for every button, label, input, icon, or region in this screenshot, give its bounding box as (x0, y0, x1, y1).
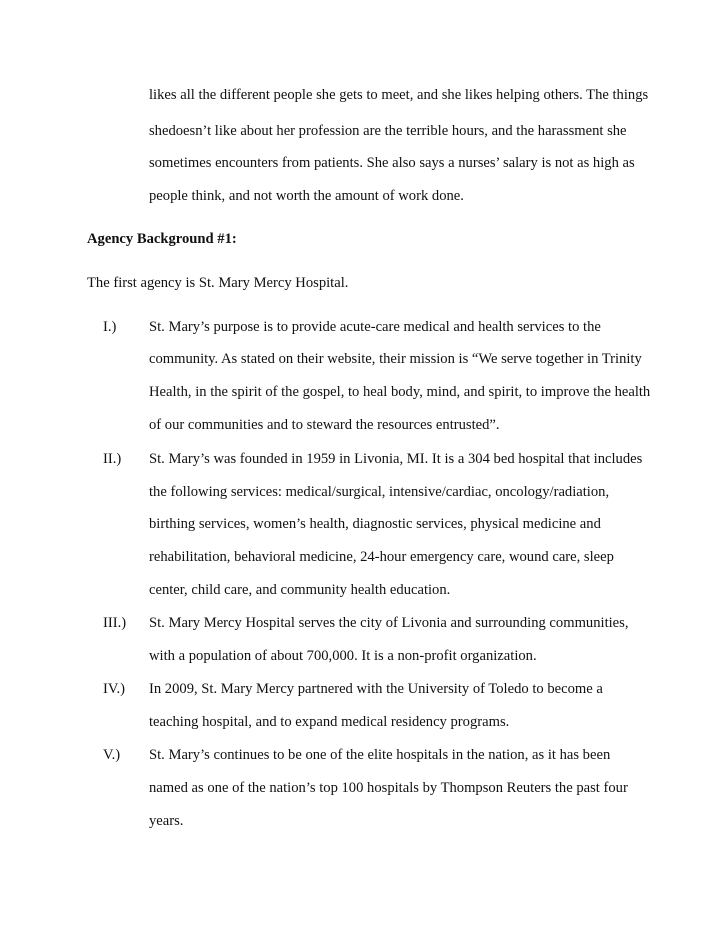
list-item-line: St. Mary’s purpose is to provide acute-care medical and health services to the (149, 319, 601, 335)
list-item-line: with a population of about 700,000. It is a non-profit organization. (149, 648, 537, 664)
list-item-line: In 2009, St. Mary Mercy partnered with the University of Toledo to become a (149, 681, 603, 697)
list-item-line: rehabilitation, behavioral medicine, 24-hour emergency care, wound care, sleep (149, 549, 614, 565)
section-heading: Agency Background #1: (87, 231, 237, 247)
list-item-line: named as one of the nation’s top 100 hospitals by Thompson Reuters the past four (149, 780, 628, 796)
list-item-line: teaching hospital, and to expand medical residency programs. (149, 714, 510, 730)
list-item-numeral: I.) (103, 319, 117, 335)
list-item-line: St. Mary’s continues to be one of the elite hospitals in the nation, as it has been (149, 747, 611, 763)
list-item-numeral: III.) (103, 615, 127, 631)
list-item-numeral: V.) (103, 747, 121, 763)
list-item-line: center, child care, and community health education. (149, 582, 451, 598)
list-item-line: the following services: medical/surgical, intensive/cardiac, oncology/radiation, (149, 484, 610, 500)
list-item-numeral: IV.) (103, 681, 126, 697)
paragraph-line: likes all the different people she gets to meet, and she likes helping others. The things (149, 87, 649, 103)
list-item-line: of our communities and to steward the resources entrusted”. (149, 417, 500, 433)
list-item-line: years. (149, 813, 184, 829)
list-item-line: St. Mary Mercy Hospital serves the city of Livonia and surrounding communities, (149, 615, 629, 631)
list-item-line: community. As stated on their website, their mission is “We serve together in Trinity (149, 351, 642, 367)
list-item-line: St. Mary’s was founded in 1959 in Livonia, MI. It is a 304 bed hospital that includes (149, 451, 643, 467)
paragraph-line: shedoesn’t like about her profession are the terrible hours, and the harassment she (149, 123, 627, 139)
paragraph-line: people think, and not worth the amount of work done. (149, 188, 464, 204)
paragraph-line: sometimes encounters from patients. She also says a nurses’ salary is not as high as (149, 155, 635, 171)
list-item-numeral: II.) (103, 451, 122, 467)
section-intro: The first agency is St. Mary Mercy Hospital. (87, 275, 349, 291)
list-item-line: birthing services, women’s health, diagnostic services, physical medicine and (149, 516, 601, 532)
list-item-line: Health, in the spirit of the gospel, to heal body, mind, and spirit, to improve the health (149, 384, 651, 400)
